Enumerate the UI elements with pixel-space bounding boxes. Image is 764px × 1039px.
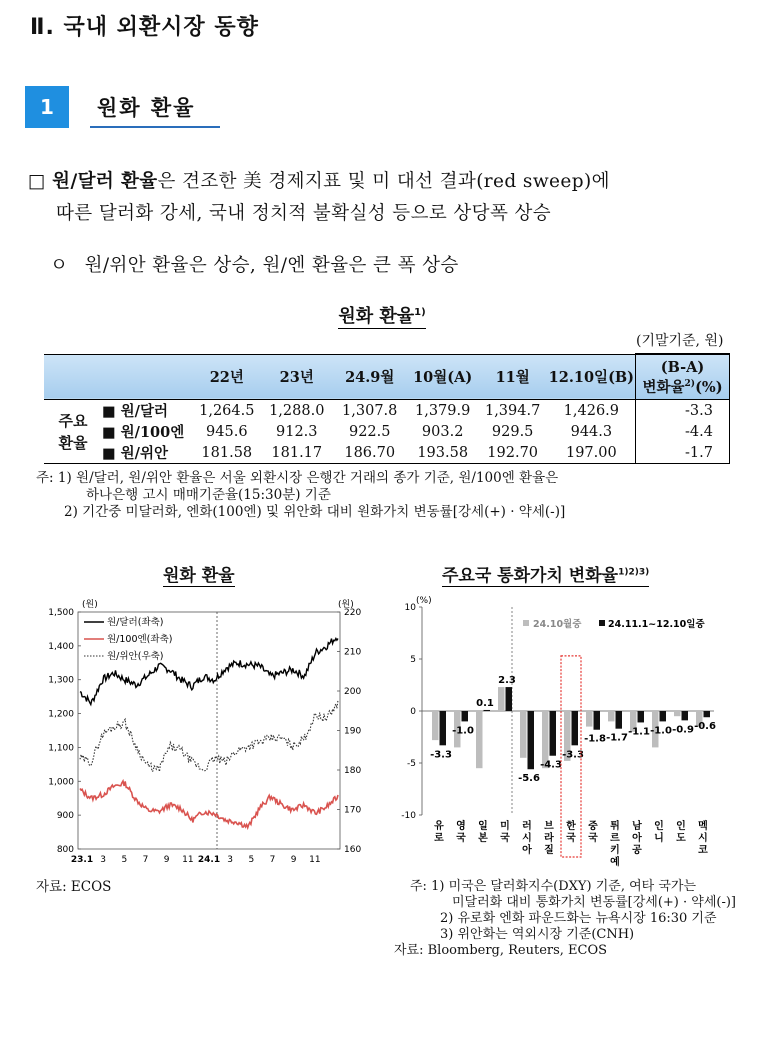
- bar-oct: [432, 711, 439, 740]
- table-cell: 192.70: [478, 442, 548, 464]
- left-source: 자료: ECOS: [36, 879, 112, 895]
- bar-data-label: -0.9: [672, 724, 694, 736]
- bullet-text-line2: 따른 달러화 강세, 국내 정치적 불확실성 등으로 상당폭 상승: [56, 203, 552, 224]
- bar-oct: [608, 711, 615, 721]
- bar-category-label: 튀: [610, 821, 620, 832]
- bar-category-label: 유: [434, 821, 444, 832]
- table-cell: 945.6: [206, 423, 248, 440]
- left-axis-unit: (원): [82, 600, 98, 610]
- bar-category-label: 키: [610, 845, 620, 856]
- table-cell: 929.5: [491, 423, 534, 440]
- bar-oct: [498, 687, 505, 711]
- bar-category-label: 인: [676, 821, 686, 832]
- bar-category-label: 시: [698, 833, 708, 844]
- left-tick-label: 900: [56, 811, 74, 822]
- bar-category-label: 르: [610, 833, 620, 844]
- bullet-paragraph-2: [50, 250, 459, 282]
- table-cell: 181.17: [262, 442, 332, 464]
- bar-category-label: 공: [632, 845, 642, 856]
- table-cell: 922.5: [348, 423, 391, 440]
- bar-oct: [476, 711, 483, 768]
- bar-nov: [572, 711, 579, 745]
- bar-category-label: 국: [456, 833, 466, 844]
- bar-category-label: 일: [478, 821, 488, 832]
- right-tick-label: 200: [344, 687, 362, 697]
- bar-category-label: 국: [588, 833, 598, 844]
- row-label: ■ 원/100엔: [101, 424, 185, 441]
- table-cell: 912.3: [276, 423, 318, 440]
- bar-nov: [550, 711, 557, 756]
- change-header-unit: (%): [695, 378, 723, 396]
- bar-category-label: 도: [676, 833, 686, 844]
- table-row: [44, 442, 730, 464]
- note-label: 주:: [410, 879, 427, 894]
- bullet-paragraph-1: [28, 166, 758, 230]
- note-line: 1) 원/달러, 원/위안 환율은 서울 외환시장 은행간 거래의 종가 기준, 원/100엔 환율은: [57, 470, 559, 486]
- bar-y-tick-label: 10: [404, 603, 416, 613]
- change-header-line1: (B-A): [660, 358, 705, 376]
- bar-category-label: 질: [544, 845, 554, 856]
- bullet-marker-circle: ㅇ: [50, 255, 69, 276]
- bar-data-label: 2.3: [498, 675, 516, 687]
- bar-nov: [440, 711, 447, 745]
- bar-category-label: 코: [698, 845, 708, 856]
- note-line: 3) 위안화는 역외시장 기준(CNH): [440, 927, 635, 942]
- left-tick-label: 1,500: [48, 608, 74, 618]
- table-notes: [36, 470, 565, 521]
- row-group-line1: 주요: [58, 411, 88, 430]
- change-header-sup: 2): [684, 378, 696, 389]
- bullet-marker-square: □: [28, 171, 46, 192]
- note-line: 2) 유로화 엔화 파운드화는 뉴욕시장 16:30 기준: [440, 911, 717, 926]
- series-line-cny: [80, 700, 338, 772]
- change-header-line2: 변화율: [642, 378, 685, 396]
- row-group-line2: 환율: [58, 433, 88, 452]
- x-tick-label: 3: [100, 855, 107, 865]
- bullet-text: 원/위안 환율은 상승, 원/엔 환율은 큰 폭 상승: [84, 255, 459, 276]
- bar-y-tick-label: -5: [407, 759, 416, 769]
- bar-nov: [704, 711, 711, 717]
- col-header: 10월(A): [408, 354, 478, 400]
- x-tick-label: 5: [121, 855, 128, 865]
- bullet-text-line1: 은 견조한 美 경제지표 및 미 대선 결과(red sweep)에: [157, 171, 610, 192]
- table-cell: 1,288.0: [269, 402, 325, 419]
- change-cell: -1.7: [636, 442, 730, 464]
- bar-chart-legend: [523, 618, 705, 630]
- table-cell: 903.2: [421, 423, 464, 440]
- bar-category-label: 미: [500, 821, 510, 832]
- row-label: ■ 원/위안: [102, 442, 192, 464]
- bullet-bold-term: 원/달러 환율: [52, 171, 158, 192]
- line-chart-title: [163, 561, 235, 586]
- bar-category-label: 국: [566, 833, 576, 844]
- change-cell: -4.4: [636, 421, 730, 442]
- bar-chart-title-text: 주요국 통화가치 변화율: [442, 566, 619, 586]
- change-cell: -3.3: [636, 400, 730, 422]
- bar-data-label: -4.3: [540, 759, 562, 771]
- bar-data-label: -5.6: [518, 773, 540, 785]
- bar-category-label: 예: [610, 857, 620, 867]
- table-cell: 1,307.8: [342, 402, 398, 419]
- bar-y-tick-label: 5: [410, 655, 416, 665]
- table-header-row: [44, 354, 730, 400]
- col-header: 12.10일(B): [548, 354, 636, 400]
- bar-category-label: 라: [544, 833, 554, 844]
- left-tick-label: 1,000: [48, 777, 74, 788]
- x-tick-label: 24.1: [197, 855, 221, 865]
- bar-nov: [638, 711, 645, 722]
- bar-oct: [586, 711, 593, 727]
- bar-data-label: -3.3: [562, 749, 584, 761]
- bar-nov: [594, 711, 601, 730]
- x-tick-label: 11: [309, 855, 321, 865]
- series-line-jpy: [80, 781, 338, 828]
- table-cell: 193.58: [408, 442, 478, 464]
- note-line: 1) 미국은 달러화지수(DXY) 기준, 여타 국가는: [431, 879, 697, 894]
- left-tick-label: 1,200: [48, 709, 74, 720]
- table-title: [0, 302, 764, 328]
- table-cell: 197.00: [548, 442, 636, 464]
- subsection-underline: [90, 126, 220, 128]
- right-notes: [394, 879, 736, 959]
- legend-swatch-nov: [599, 620, 605, 626]
- x-tick-label: 9: [163, 855, 170, 865]
- right-tick-label: 220: [344, 608, 362, 618]
- right-tick-label: 190: [344, 726, 362, 737]
- table-cell: 181.58: [192, 442, 262, 464]
- x-tick-label: 9: [290, 855, 297, 865]
- x-tick-label: 3: [227, 855, 234, 865]
- table-row: [44, 421, 730, 442]
- table-unit: (기말기준, 원): [636, 333, 724, 349]
- bar-category-label: 아: [522, 845, 532, 856]
- table-cell: 944.3: [570, 423, 613, 440]
- left-tick-label: 800: [56, 845, 74, 855]
- bar-nov: [660, 711, 667, 721]
- line-chart-title-text: 원화 환율: [163, 566, 235, 586]
- exchange-rate-table: [44, 353, 730, 464]
- note-line: 미달러화 대비 통화가치 변동률[강세(+) · 약세(-)]: [452, 895, 736, 910]
- bar-category-label: 아: [632, 833, 642, 844]
- bar-chart: [392, 595, 724, 867]
- bar-category-label: 러: [522, 821, 532, 832]
- series-line-usd: [80, 639, 338, 705]
- x-tick-label: 23.1: [70, 855, 94, 865]
- bar-nov: [484, 710, 491, 711]
- bar-category-label: 멕: [698, 821, 708, 832]
- bar-category-label: 시: [522, 833, 532, 844]
- row-label: ■ 원/달러: [101, 403, 168, 420]
- table-title-sup: 1): [414, 307, 426, 318]
- table-title-text: 원화 환율: [338, 306, 415, 327]
- col-header: 22년: [192, 354, 262, 400]
- bar-chart-title-sup: 1)2)3): [618, 567, 650, 578]
- note-line: 2) 기간중 미달러화, 엔화(100엔) 및 위안화 대비 원화가치 변동률[강세(+) · 약세(-)]: [64, 504, 566, 520]
- bar-nov: [682, 711, 689, 720]
- table-cell: 1,379.9: [415, 402, 471, 419]
- row-group-label: [44, 400, 102, 464]
- table-cell: 1,264.5: [199, 402, 255, 419]
- right-axis-unit: (원): [338, 600, 354, 610]
- bar-data-label: -1.0: [650, 725, 672, 737]
- bar-category-label: 한: [566, 821, 576, 832]
- bar-category-label: 인: [654, 821, 664, 832]
- legend-label: 24.10월중: [533, 619, 582, 630]
- section-title: Ⅱ. 국내 외환시장 동향: [30, 15, 259, 40]
- col-header: 24.9월: [332, 354, 408, 400]
- right-tick-label: 210: [344, 647, 362, 658]
- bar-oct: [674, 711, 681, 716]
- bar-y-tick-label: 0: [410, 707, 416, 717]
- x-tick-label: 7: [142, 855, 149, 865]
- right-tick-label: 160: [344, 845, 362, 855]
- line-chart-legend: [84, 616, 172, 662]
- bar-data-label: 0.1: [476, 697, 494, 709]
- col-header: 23년: [262, 354, 332, 400]
- bar-data-label: -3.3: [430, 749, 452, 761]
- legend-swatch-oct: [523, 620, 529, 626]
- bar-chart-title: [442, 561, 649, 586]
- note-label: 주:: [36, 470, 54, 486]
- bar-nov: [528, 711, 535, 769]
- legend-label: 원/위안(우축): [107, 651, 164, 662]
- bar-data-label: -0.6: [694, 721, 716, 733]
- table-cell: 186.70: [332, 442, 408, 464]
- bar-nov: [462, 711, 469, 721]
- bar-y-unit: (%): [416, 596, 432, 606]
- bar-data-label: -1.1: [628, 726, 650, 738]
- x-tick-label: 7: [269, 855, 276, 865]
- bar-category-label: 영: [456, 821, 466, 832]
- bar-data-label: -1.8: [584, 733, 606, 745]
- left-tick-label: 1,300: [48, 675, 74, 686]
- col-header: 11월: [478, 354, 548, 400]
- bar-y-tick-label: -10: [401, 811, 416, 821]
- left-tick-label: 1,400: [48, 641, 74, 652]
- bar-category-label: 로: [434, 833, 444, 844]
- subsection-title: 원화 환율: [97, 96, 196, 120]
- table-row: [44, 400, 730, 422]
- note-line: 하나은행 고시 매매기준율(15:30분) 기준: [86, 487, 331, 503]
- bar-category-label: 중: [588, 821, 598, 832]
- bar-oct: [520, 711, 527, 758]
- subsection-number-badge: 1: [25, 86, 69, 128]
- x-tick-label: 11: [182, 855, 194, 865]
- line-chart: [38, 595, 380, 867]
- right-source: 자료: Bloomberg, Reuters, ECOS: [394, 943, 608, 958]
- bar-category-label: 브: [544, 821, 554, 832]
- bar-data-label: -1.7: [606, 732, 628, 744]
- x-tick-label: 5: [248, 855, 255, 865]
- bar-category-label: 국: [500, 833, 510, 844]
- change-header: [636, 354, 730, 400]
- legend-label: 원/100엔(좌축): [107, 634, 173, 645]
- table-cell: 1,394.7: [484, 402, 541, 419]
- right-tick-label: 170: [344, 805, 362, 816]
- left-tick-label: 1,100: [48, 743, 74, 754]
- bar-nov: [616, 711, 623, 729]
- legend-label: 24.11.1~12.10일중: [608, 619, 705, 630]
- bar-category-label: 니: [654, 833, 664, 844]
- legend-label: 원/달러(좌축): [107, 617, 164, 628]
- right-tick-label: 180: [344, 766, 362, 776]
- bar-category-label: 남: [632, 821, 642, 832]
- bar-nov: [506, 687, 513, 711]
- bar-category-label: 본: [478, 833, 488, 844]
- table-cell: 1,426.9: [563, 402, 620, 419]
- bar-data-label: -1.0: [452, 725, 474, 737]
